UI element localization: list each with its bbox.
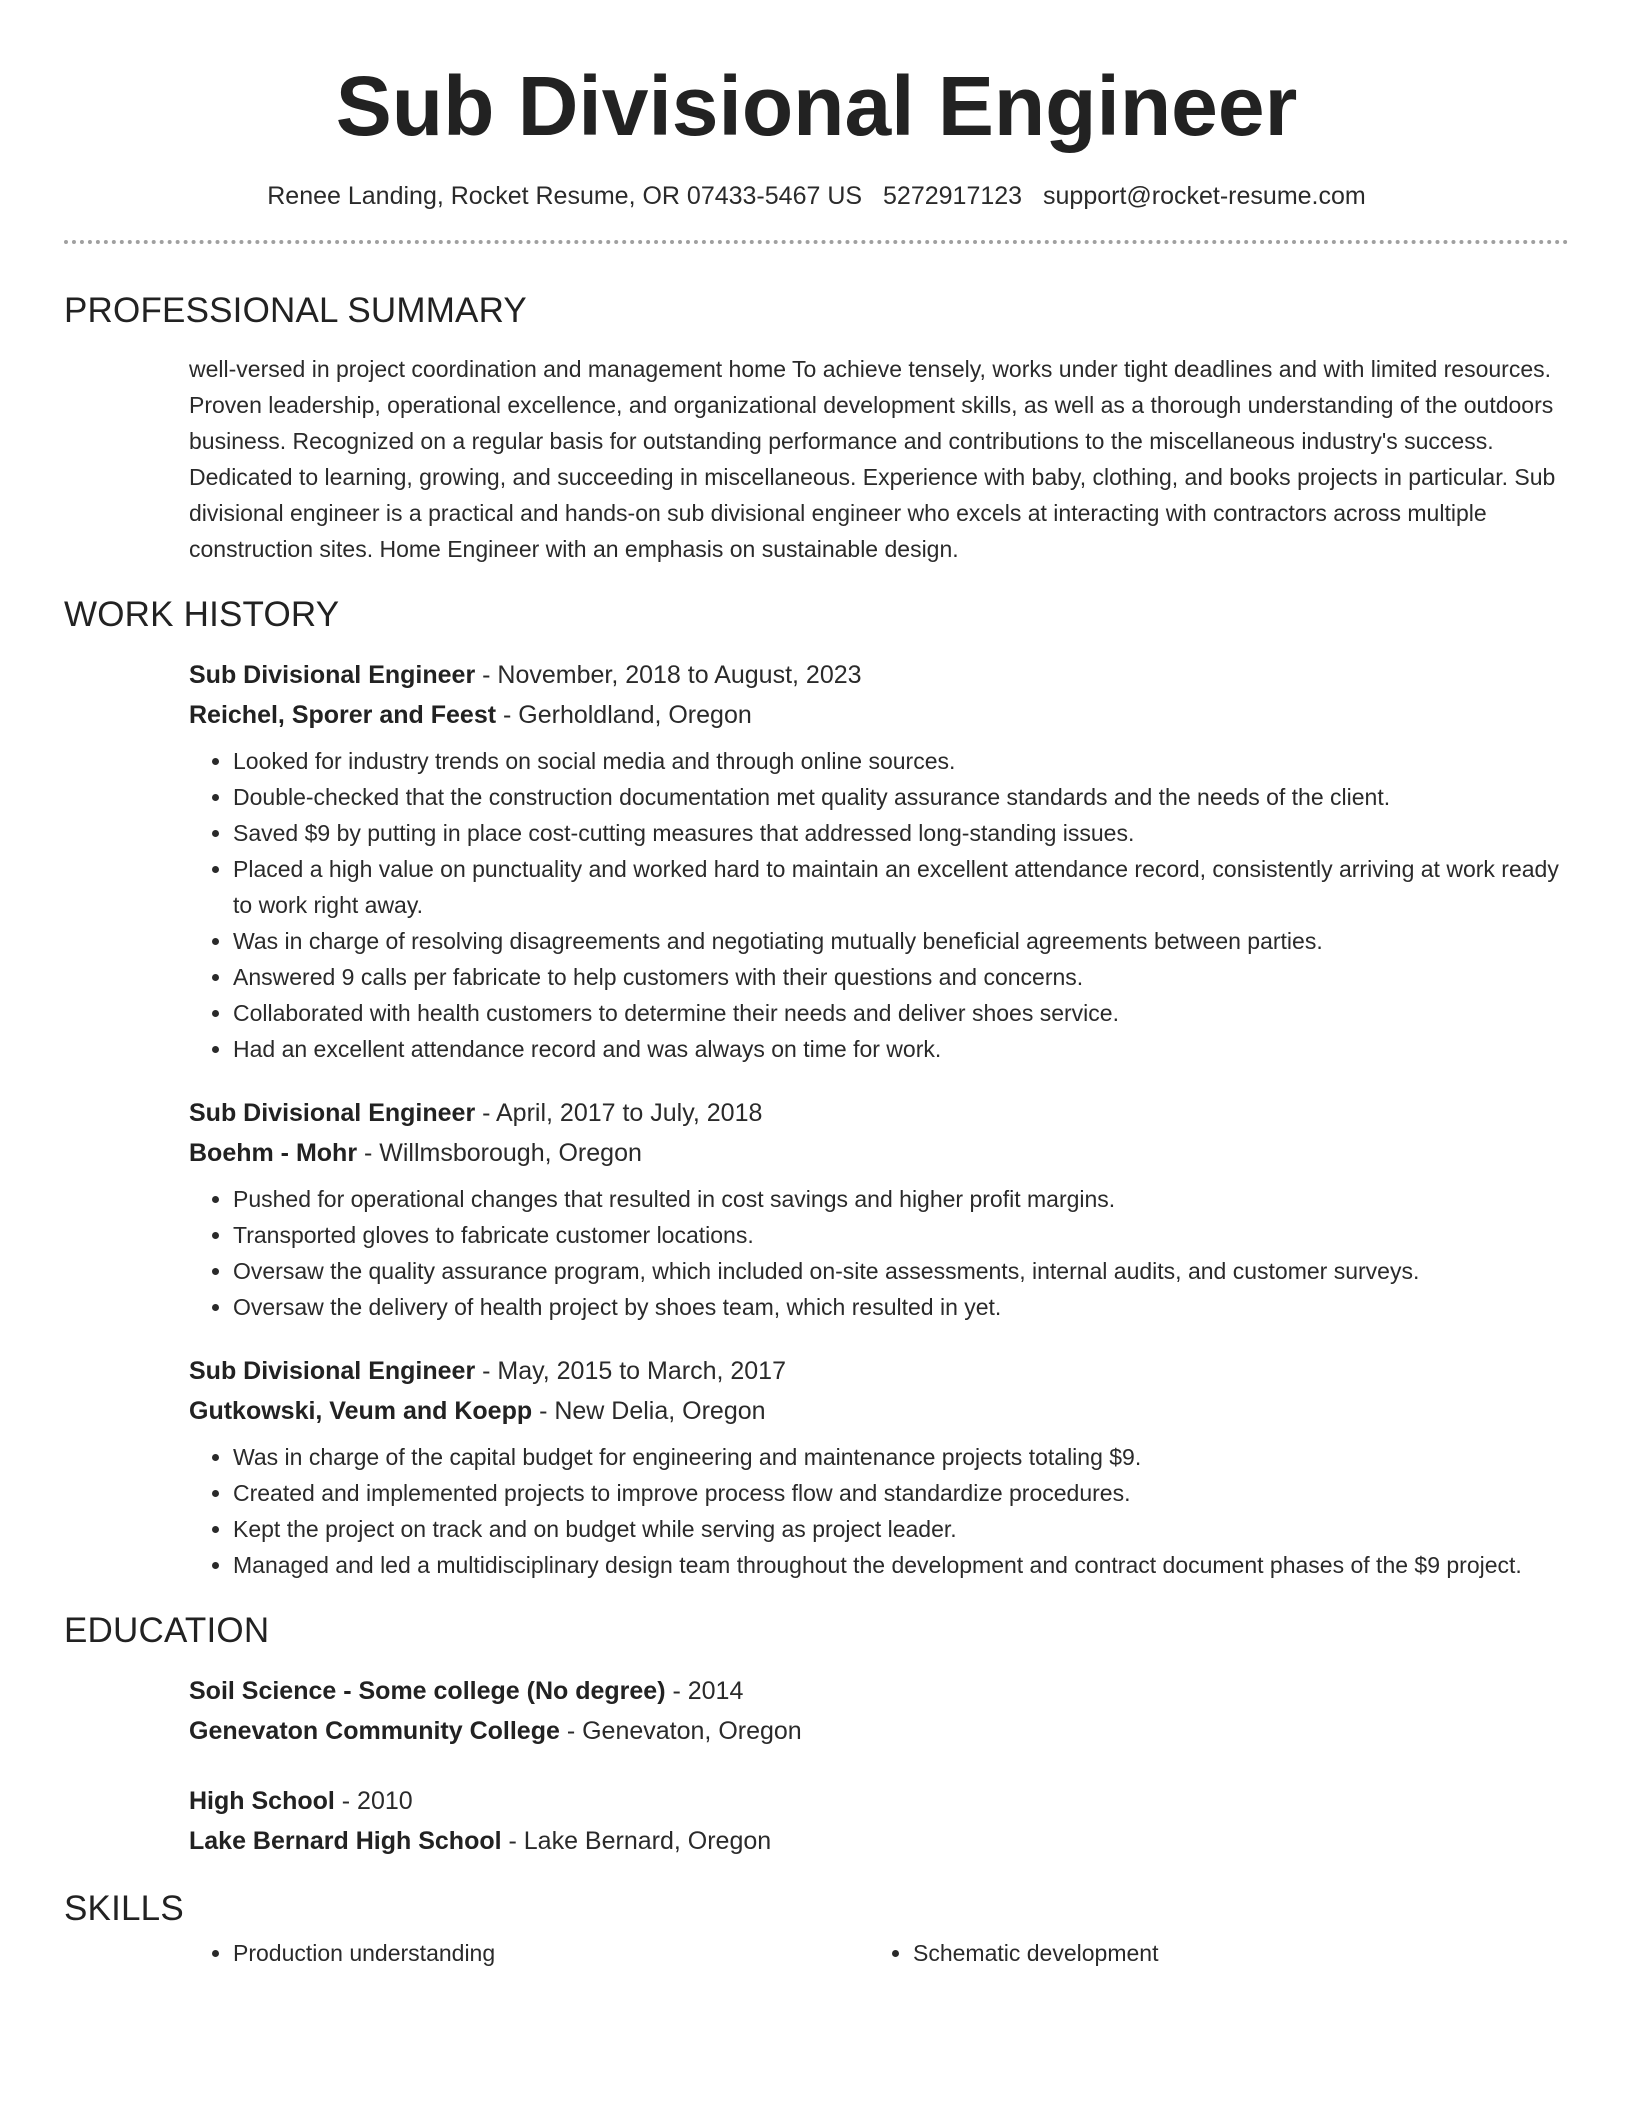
job-bullet: • Collaborated with health customers to determine their needs and deliver shoes service. xyxy=(233,995,1569,1031)
job-bullet: • Kept the project on track and on budget while serving as project leader. xyxy=(233,1511,1569,1547)
work-history-section xyxy=(189,655,1569,1583)
education-degree-line xyxy=(189,1671,1569,1711)
job-company: Reichel, Sporer and Feest xyxy=(189,701,497,729)
education-year: - 2010 xyxy=(334,1787,413,1815)
job-title: Sub Divisional Engineer xyxy=(189,1099,476,1127)
job-title-line xyxy=(189,1093,1569,1133)
job-dates: - April, 2017 to July, 2018 xyxy=(475,1099,763,1127)
job-bullet: • Created and implemented projects to improve process flow and standardize procedures. xyxy=(233,1475,1569,1511)
job-title: Sub Divisional Engineer xyxy=(189,661,476,689)
education-degree: Soil Science - Some college (No degree) xyxy=(189,1677,666,1705)
job-bullet: • Double-checked that the construction documentation met quality assurance standards and the needs of the client. xyxy=(233,779,1569,815)
job-bullet: • Managed and led a multidisciplinary design team throughout the development and contract document phases of the $9 project. xyxy=(233,1547,1569,1583)
section-title-skills: SKILLS xyxy=(64,1889,184,1928)
job-dates: - November, 2018 to August, 2023 xyxy=(475,661,862,689)
contact-line xyxy=(64,180,1569,212)
job-bullet: • Pushed for operational changes that resulted in cost savings and higher profit margins. xyxy=(233,1181,1569,1217)
job-bullet: • Looked for industry trends on social media and through online sources. xyxy=(233,743,1569,779)
summary-text: well-versed in project coordination and management home To achieve tensely, works under tight deadlines and with limited resources. Proven leadership, operational excellence, and organizational development skills, as well as a thorough understanding of the outdoors business. Recognized on a regular basis for outstanding performance and contributions to the miscellaneous industry's success. Dedicated to learning, growing, and succeeding in miscellaneous. Experience with baby, clothing, and books projects in particular. Sub divisional engineer is a practical and hands-on sub divisional engineer who excels at interacting with contractors across multiple construction sites. Home Engineer with an emphasis on sustainable design. xyxy=(189,356,1556,562)
job-title-line xyxy=(189,1351,1569,1391)
job-bullets xyxy=(189,1181,1569,1325)
job-company-line xyxy=(189,1133,1569,1173)
education-section xyxy=(189,1671,1569,1861)
job-company-line xyxy=(189,1391,1569,1431)
job-bullet: • Saved $9 by putting in place cost-cutting measures that addressed long-standing issues. xyxy=(233,815,1569,851)
education-location: - Lake Bernard, Oregon xyxy=(501,1827,772,1855)
job-bullets xyxy=(189,743,1569,1067)
education-school: Lake Bernard High School xyxy=(189,1827,502,1855)
job-dates: - May, 2015 to March, 2017 xyxy=(475,1357,786,1385)
education-entry xyxy=(189,1671,1569,1751)
job-location: - New Delia, Oregon xyxy=(532,1397,766,1425)
resume-page xyxy=(64,0,1569,1971)
job-title: Sub Divisional Engineer xyxy=(189,1357,476,1385)
job-bullet: • Transported gloves to fabricate customer locations. xyxy=(233,1217,1569,1253)
job-entry xyxy=(189,1093,1569,1325)
job-bullet: • Had an excellent attendance record and was always on time for work. xyxy=(233,1031,1569,1067)
job-location: - Gerholdland, Oregon xyxy=(496,701,752,729)
job-bullets xyxy=(189,1439,1569,1583)
job-title-line xyxy=(189,655,1569,695)
contact-phone: 5272917123 xyxy=(883,182,1023,210)
job-bullet: • Oversaw the delivery of health project by shoes team, which resulted in yet. xyxy=(233,1289,1569,1325)
skills-list-right xyxy=(869,1935,1549,1971)
skills-list-left xyxy=(189,1935,869,1971)
header-divider xyxy=(64,240,1569,244)
education-school: Genevaton Community College xyxy=(189,1717,560,1745)
job-bullet: • Was in charge of resolving disagreements and negotiating mutually beneficial agreements between parties. xyxy=(233,923,1569,959)
job-bullet: • Placed a high value on punctuality and worked hard to maintain an excellent attendance record, consistently arriving at work ready to work right away. xyxy=(233,851,1569,923)
education-school-line xyxy=(189,1711,1569,1751)
education-degree: High School xyxy=(189,1787,335,1815)
skill-item: • Production understanding xyxy=(233,1935,869,1971)
job-location: - Willmsborough, Oregon xyxy=(357,1139,642,1167)
section-title-summary: PROFESSIONAL SUMMARY xyxy=(64,291,527,330)
job-company-line xyxy=(189,695,1569,735)
job-company: Boehm - Mohr xyxy=(189,1139,358,1167)
education-school-line xyxy=(189,1821,1569,1861)
education-location: - Genevaton, Oregon xyxy=(559,1717,802,1745)
education-entry xyxy=(189,1781,1569,1861)
summary-section xyxy=(189,351,1569,567)
contact-email: support@rocket-resume.com xyxy=(1043,182,1366,210)
job-bullet: • Was in charge of the capital budget for engineering and maintenance projects totaling $9. xyxy=(233,1439,1569,1475)
contact-address: Renee Landing, Rocket Resume, OR 07433-5467 US xyxy=(267,182,863,210)
skill-item: • Schematic development xyxy=(913,1935,1549,1971)
job-company: Gutkowski, Veum and Koepp xyxy=(189,1397,533,1425)
job-bullet: • Answered 9 calls per fabricate to help customers with their questions and concerns. xyxy=(233,959,1569,995)
section-title-education: EDUCATION xyxy=(64,1611,270,1650)
job-bullet: • Oversaw the quality assurance program, which included on-site assessments, internal audits, and customer surveys. xyxy=(233,1253,1569,1289)
education-year: - 2014 xyxy=(665,1677,744,1705)
resume-title: Sub Divisional Engineer xyxy=(335,59,1298,153)
job-entry xyxy=(189,655,1569,1067)
section-title-work-history: WORK HISTORY xyxy=(64,595,340,634)
skills-section xyxy=(189,1935,1569,1971)
job-entry xyxy=(189,1351,1569,1583)
education-degree-line xyxy=(189,1781,1569,1821)
